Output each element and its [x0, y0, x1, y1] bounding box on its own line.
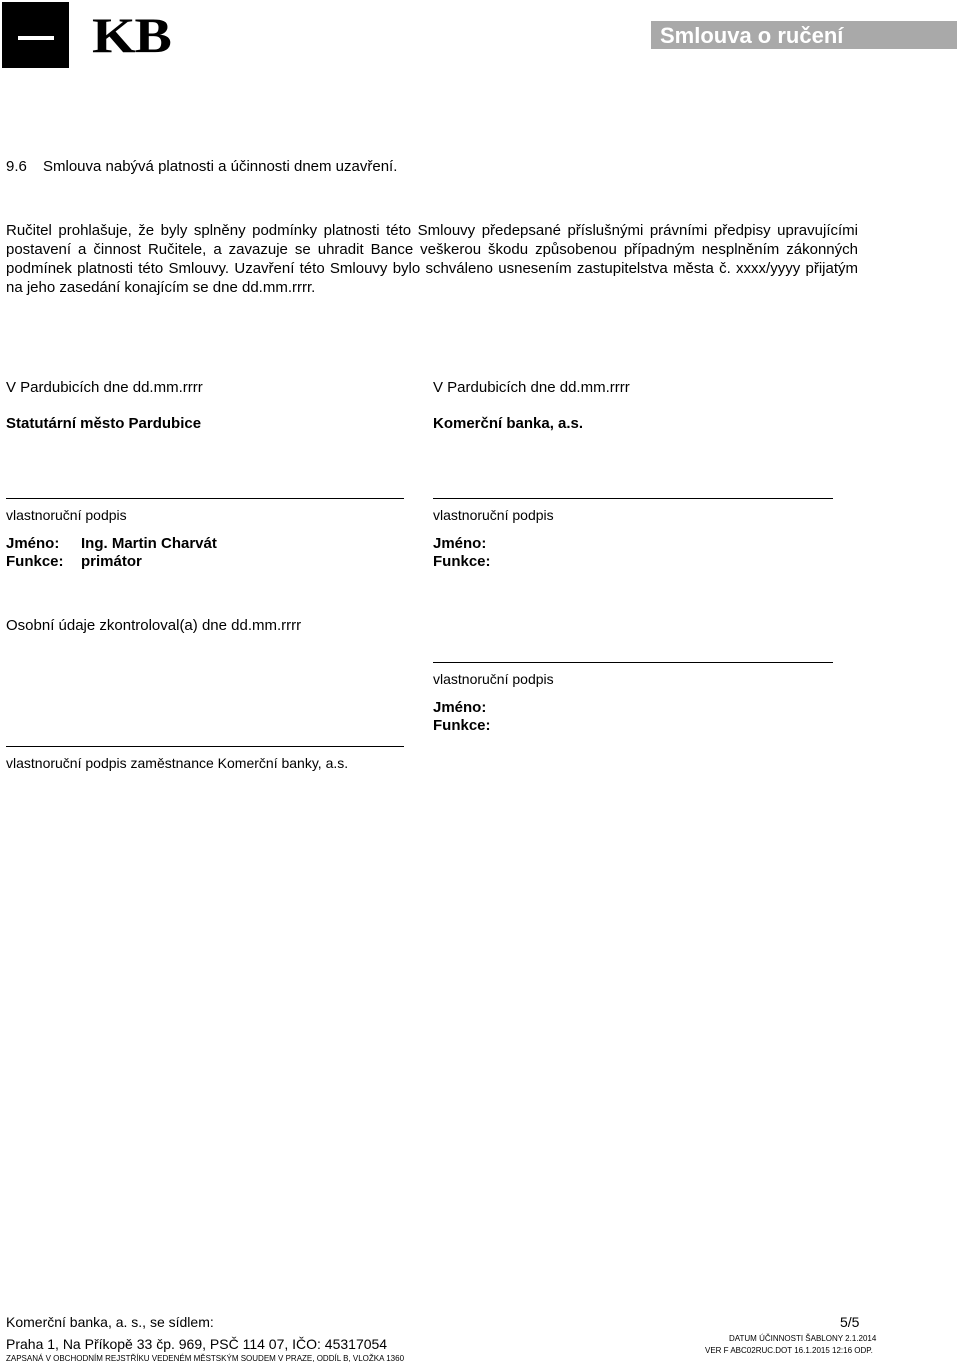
verification-text: Osobní údaje zkontroloval(a) dne dd.mm.rrrr — [6, 617, 302, 634]
right-party-name: Komerční banka, a.s. — [433, 415, 584, 432]
kb-logo-mark — [2, 2, 69, 68]
left-signature-label: vlastnoruční podpis — [6, 507, 127, 523]
left-place-date: V Pardubicích dne dd.mm.rrrr — [6, 379, 203, 396]
right-funkce-label: Funkce: — [433, 553, 491, 570]
footer-version: VER F ABC02RUC.DOT 16.1.2015 12:16 ODP. — [705, 1346, 873, 1355]
guarantor-declaration: Ručitel prohlašuje, že byly splněny podmínky platnosti této Smlouvy předepsané příslušnými právními předpisy upravujícími postavení a činnost Ručitele, a zavazuje se uhradit Bance veškerou škodu způsobenou případným nesplněním zákonných podmínek platnosti této Smlouvy. Uzavření této Smlouvy bylo schváleno usnesením zastupitelstva města č. xxxx/yyyy přijatým na jeho zasedání konajícím se dne dd.mm.rrrr. — [6, 222, 858, 296]
document-title-banner — [651, 21, 957, 49]
verification-jmeno-label: Jméno: — [433, 699, 487, 716]
right-place-date: V Pardubicích dne dd.mm.rrrr — [433, 379, 630, 396]
left-jmeno-value: Ing. Martin Charvát — [81, 535, 217, 552]
left-party-name: Statutární město Pardubice — [6, 415, 202, 432]
right-jmeno-label: Jméno: — [433, 535, 487, 552]
footer-page-number: 5/5 — [840, 1314, 860, 1330]
verification-funkce-label: Funkce: — [433, 717, 491, 734]
right-signature-label: vlastnoruční podpis — [433, 507, 554, 523]
footer-address: Praha 1, Na Příkopě 33 čp. 969, PSČ 114 07, IČO: 45317054 — [6, 1336, 388, 1352]
clause-text: Smlouva nabývá platnosti a účinnosti dnem uzavření. — [43, 158, 398, 175]
left-funkce-label: Funkce: — [6, 553, 64, 570]
left-jmeno-label: Jméno: — [6, 535, 60, 552]
right-signature-line — [433, 498, 833, 499]
kb-logo-text: KB — [92, 7, 171, 63]
footer-template-date: DATUM ÚČINNOSTI ŠABLONY 2.1.2014 — [729, 1334, 877, 1343]
footer-registry: ZAPSANÁ V OBCHODNÍM REJSTŘÍKU VEDENÉM MĚSTSKÝM SOUDEM V PRAZE, ODDÍL B, VLOŽKA 1360 — [6, 1354, 405, 1363]
employee-signature-line — [6, 746, 404, 747]
verification-signature-line — [433, 662, 833, 663]
verification-signature-label: vlastnoruční podpis — [433, 671, 554, 687]
logo-bar-icon — [18, 36, 54, 40]
footer-company: Komerční banka, a. s., se sídlem: — [6, 1314, 214, 1330]
left-funkce-value: primátor — [81, 553, 142, 570]
clause-number: 9.6 — [6, 158, 27, 175]
left-signature-line — [6, 498, 404, 499]
document-title: Smlouva o ručení — [660, 23, 844, 48]
employee-signature-label: vlastnoruční podpis zaměstnance Komerční banky, a.s. — [6, 755, 349, 771]
